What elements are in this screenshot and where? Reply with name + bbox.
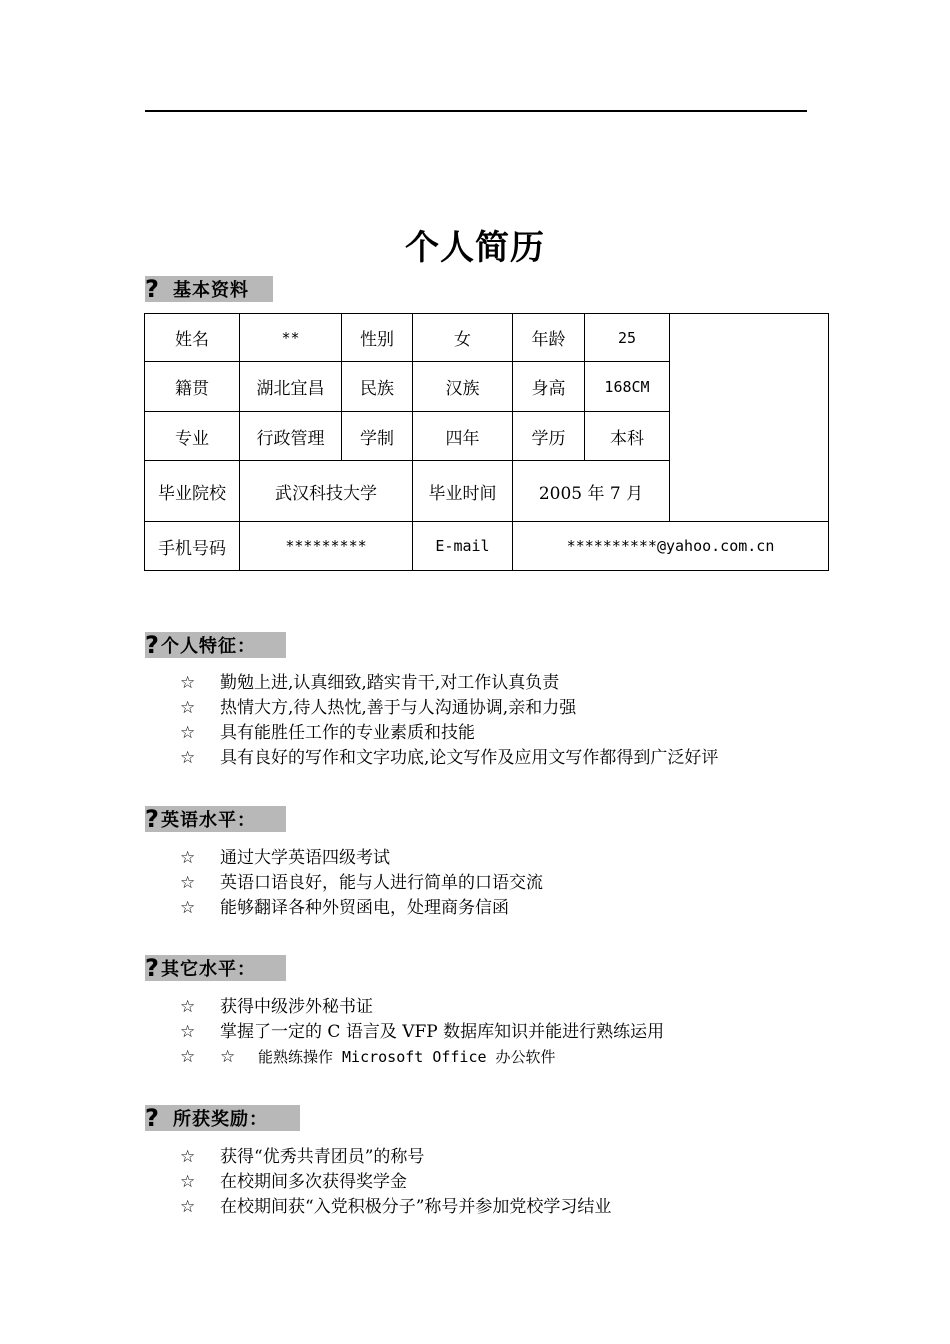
star-icon: ☆ [180, 723, 196, 743]
photo-cell [670, 314, 829, 522]
height-value: 168CM [585, 362, 670, 412]
star-icon: ☆ [220, 1047, 236, 1067]
section-label: 个人特征： [161, 636, 256, 657]
ethnic-value: 汉族 [413, 362, 513, 412]
email-value: **********@yahoo.com.cn [513, 522, 829, 571]
degree-label: 学历 [513, 412, 585, 461]
section-label: 所获奖励： [173, 1109, 268, 1130]
question-mark-icon: ? [145, 275, 159, 303]
question-mark-icon: ? [145, 631, 159, 659]
question-mark-icon: ? [145, 1104, 159, 1132]
phone-value: ********* [240, 522, 413, 571]
list-item: ☆ 具有良好的写作和文字功底,论文写作及应用文写作都得到广泛好评 [180, 746, 718, 771]
star-icon: ☆ [180, 997, 196, 1017]
phone-label: 手机号码 [145, 522, 240, 571]
name-label: 姓名 [145, 314, 240, 362]
star-icon: ☆ [180, 698, 196, 718]
list-item: ☆ 在校期间多次获得奖学金 [180, 1170, 611, 1195]
star-icon: ☆ [180, 1047, 196, 1067]
section-header-awards [145, 1105, 300, 1131]
awards-list [180, 1145, 611, 1220]
origin-label: 籍贯 [145, 362, 240, 412]
question-mark-icon: ? [145, 954, 159, 982]
list-item: ☆ 获得中级涉外秘书证 [180, 995, 664, 1020]
height-label: 身高 [513, 362, 585, 412]
section-label: 其它水平： [161, 959, 256, 980]
star-icon: ☆ [180, 748, 196, 768]
list-item: ☆ 热情大方,待人热忱,善于与人沟通协调,亲和力强 [180, 696, 718, 721]
star-icon: ☆ [180, 848, 196, 868]
star-icon: ☆ [180, 1022, 196, 1042]
ethnic-label: 民族 [342, 362, 413, 412]
section-label: 基本资料 [173, 280, 249, 301]
star-icon: ☆ [180, 1147, 196, 1167]
major-value: 行政管理 [240, 412, 342, 461]
origin-value: 湖北宜昌 [240, 362, 342, 412]
major-label: 专业 [145, 412, 240, 461]
section-header-traits [145, 632, 286, 658]
grad-value: 2005 年 7 月 [513, 461, 670, 522]
question-mark-icon: ? [145, 805, 159, 833]
grad-label: 毕业时间 [413, 461, 513, 522]
gender-value: 女 [413, 314, 513, 362]
age-value: 25 [585, 314, 670, 362]
star-icon: ☆ [180, 1197, 196, 1217]
star-icon: ☆ [180, 898, 196, 918]
duration-label: 学制 [342, 412, 413, 461]
list-item: ☆ 获得“优秀共青团员”的称号 [180, 1145, 611, 1170]
page-title: 个人简历 [405, 228, 545, 268]
other-list [180, 995, 664, 1070]
email-label: E-mail [413, 522, 513, 571]
star-icon: ☆ [180, 873, 196, 893]
list-item: ☆ 英语口语良好，能与人进行简单的口语交流 [180, 871, 543, 896]
basic-info-table [144, 313, 829, 571]
star-icon: ☆ [180, 1172, 196, 1192]
section-header-other [145, 955, 286, 981]
list-item: ☆ 能够翻译各种外贸函电，处理商务信函 [180, 896, 543, 921]
duration-value: 四年 [413, 412, 513, 461]
star-icon: ☆ [180, 673, 196, 693]
list-item: ☆ 通过大学英语四级考试 [180, 846, 543, 871]
section-header-basic [145, 276, 273, 302]
name-value: ** [240, 314, 342, 362]
english-list [180, 846, 543, 921]
section-label: 英语水平： [161, 810, 256, 831]
school-value: 武汉科技大学 [240, 461, 413, 522]
list-item: ☆ 勤勉上进,认真细致,踏实肯干,对工作认真负责 [180, 671, 718, 696]
list-item: ☆ 在校期间获“入党积极分子”称号并参加党校学习结业 [180, 1195, 611, 1220]
traits-list [180, 671, 718, 771]
header-rule [145, 110, 807, 112]
age-label: 年龄 [513, 314, 585, 362]
list-item: ☆ ☆ 能熟练操作 Microsoft Office 办公软件 [180, 1045, 664, 1070]
list-item: ☆ 具有能胜任工作的专业素质和技能 [180, 721, 718, 746]
gender-label: 性别 [342, 314, 413, 362]
section-header-english [145, 806, 286, 832]
list-item: ☆ 掌握了一定的 C 语言及 VFP 数据库知识并能进行熟练运用 [180, 1020, 664, 1045]
degree-value: 本科 [585, 412, 670, 461]
school-label: 毕业院校 [145, 461, 240, 522]
